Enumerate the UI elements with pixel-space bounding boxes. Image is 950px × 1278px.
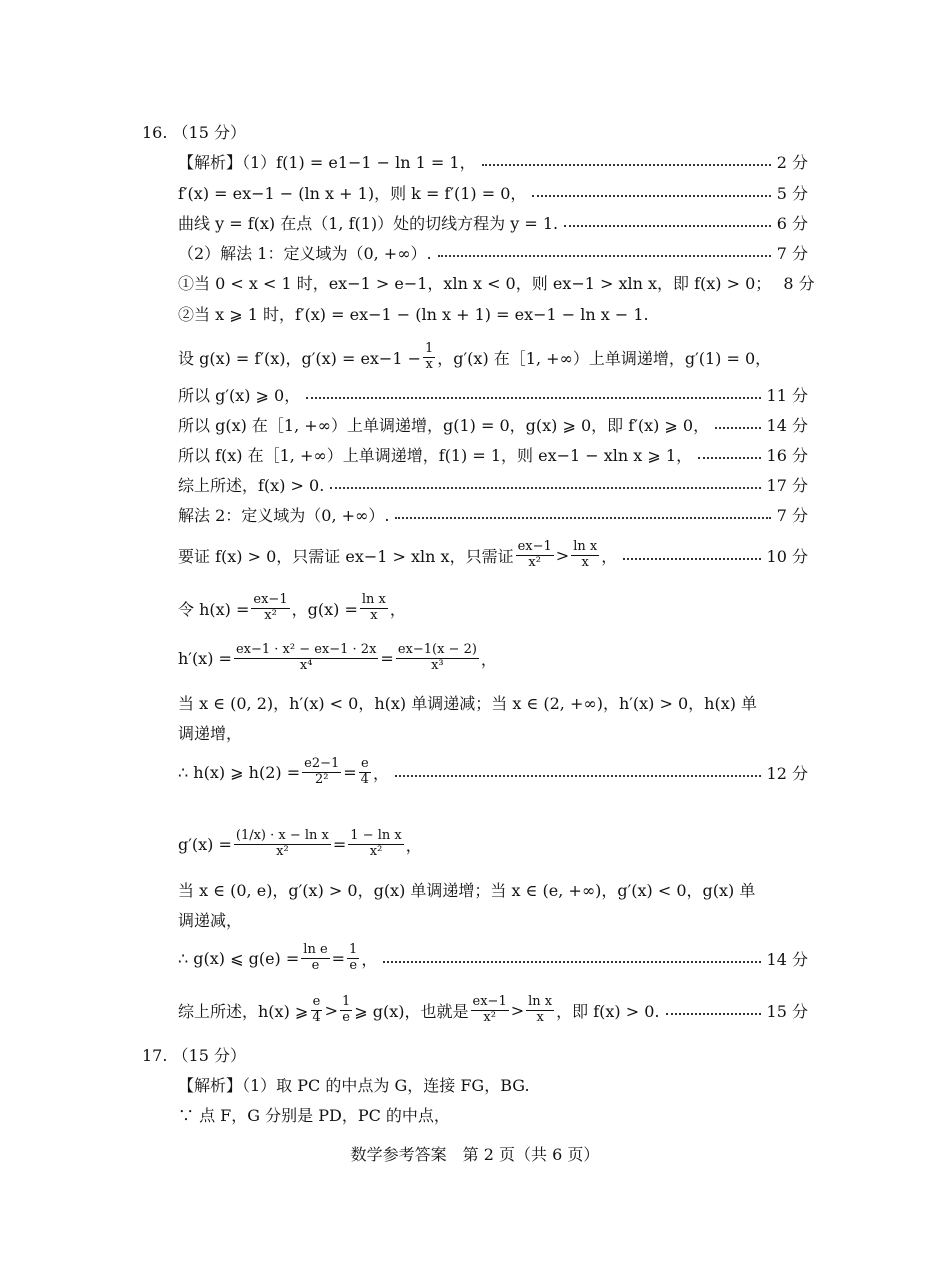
q16-line-19: g′(x) = $\frac{\text{(1/x) · x − ln x}}{\text{x²}}$ = $\frac{\text{1 − ln x}}{\text{x²}}$ ， [178,828,422,859]
score: 12 分 [766,763,808,783]
score: 14 分 [766,415,808,435]
dot-leader [532,195,770,197]
score: 6 分 [776,213,808,233]
q16-line-14: 令 h(x) = $\frac{ex-1}{\text{x²}}$ ，g(x) = $\frac{\text{ln x}}{x}$ ， [178,592,406,623]
q16-line-21: 调递减， [178,910,243,930]
fraction: $\frac{e}{4}$ [360,756,369,787]
score: 8 分 [783,273,815,293]
fraction: $\frac{ex-1}{\text{x²}}$ [517,539,552,570]
fraction: $\frac{\text{ln x}}{x}$ [361,592,386,623]
score: 10 分 [766,546,808,566]
q17-line-1: 【解析】（1）取 PC 的中点为 G，连接 FG，BG. [178,1075,530,1095]
page-footer: 数学参考答案 第 2 页（共 6 页） [350,1145,600,1164]
q17-line-2: ∵ 点 F，G 分别是 PD，PC 的中点， [178,1105,450,1125]
q16-line-12: 解法 2：定义域为（0, +∞）. 7 分 [178,501,808,527]
score: 17 分 [766,475,808,495]
dot-leader [438,255,771,257]
fraction: $\frac{e2-1}{\text{2²}}$ [304,756,340,787]
dot-leader [395,775,761,777]
fraction: $\frac{e}{4}$ [312,994,321,1025]
fraction: $\frac{1}{e}$ [349,942,358,973]
fraction: $\frac{\text{ln x}}{x}$ [573,539,598,570]
q16-line-13: 要证 f(x) > 0，只需证 ex−1 > xln x，只需证 $\frac{ex-1}{\text{x²}}$ > $\frac{\text{ln x}}{x}$ ， 10 分 [178,539,808,570]
q16-line-15: h′(x) = $\frac{\text{ex−1 · x² − ex−1 · 2x}}{\text{x⁴}}$ = $\frac{ex-1(x - 2)}{\text{x³}}$ ， [178,642,497,673]
fraction: $\frac{\text{1 − ln x}}{\text{x²}}$ [350,828,402,859]
dot-leader [698,457,760,459]
q16-line-2: f′(x) = ex−1 − (ln x + 1)，则 k = f′(1) = 0， 5 分 [178,179,808,205]
dot-leader [330,487,760,489]
dot-leader [306,397,760,399]
q16-line-18: ∴ h(x) ⩾ h(2) = $\frac{e2-1}{\text{2²}}$ = $\frac{e}{4}$ ， 12 分 [178,756,808,787]
fraction: $\frac{\text{ln x}}{x}$ [528,994,553,1025]
q16-line-9: 所以 g(x) 在［1, +∞）上单调递增，g(1) = 0，g(x) ⩾ 0，即 f′(x) ⩾ 0， 14 分 [178,411,808,437]
q16-line-1: 【解析】（1）f(1) = e1−1 − ln 1 = 1， 2 分 [178,148,808,174]
dot-leader [666,1013,761,1015]
q17-header: 17. （15 分） [142,1045,246,1065]
score: 14 分 [766,949,808,969]
score: 7 分 [776,505,808,525]
dot-leader [395,517,770,519]
fraction: $\frac{1}{e}$ [342,994,351,1025]
q16-line-7: 设 g(x) = f′(x)，g′(x) = ex−1 − $\frac{1}{x}$ ，g′(x) 在［1, +∞）上单调递增，g′(1) = 0， [178,341,772,372]
fraction: $\frac{ex-1}{\text{x²}}$ [472,994,507,1025]
fraction: $\frac{1}{x}$ [425,341,434,372]
dot-leader [564,225,771,227]
q16-line-20: 当 x ∈ (0, e)，g′(x) > 0，g(x) 单调递增；当 x ∈ (e, +∞)，g′(x) < 0，g(x) 单 [178,880,756,900]
q16-header: 16. （15 分） [142,122,246,142]
score: 16 分 [766,445,808,465]
q16-line-6: ②当 x ⩾ 1 时，f′(x) = ex−1 − (ln x + 1) = ex−1 − ln x − 1. [178,304,649,324]
score: 15 分 [766,1001,808,1021]
fraction: $\frac{ex-1}{\text{x²}}$ [253,592,288,623]
dot-leader [623,558,760,560]
q16-line-8: 所以 g′(x) ⩾ 0， 11 分 [178,381,808,407]
score: 5 分 [776,183,808,203]
fraction: $\frac{\text{(1/x) · x − ln x}}{\text{x²}}$ [235,828,329,859]
q16-line-5: ①当 0 < x < 1 时，ex−1 > e−1，xln x < 0，则 ex−1 > xln x，即 f(x) > 0； 8 分 [178,269,808,295]
score: 11 分 [766,385,808,405]
q16-line-10: 所以 f(x) 在［1, +∞）上单调递增，f(1) = 1，则 ex−1 − xln x ⩾ 1， 16 分 [178,441,808,467]
q16-line-22: ∴ g(x) ⩽ g(e) = $\frac{\text{ln e}}{e}$ = $\frac{1}{e}$ ， 14 分 [178,942,808,973]
fraction: $\frac{\text{ln e}}{e}$ [303,942,328,973]
dot-leader [383,961,760,963]
dot-leader [715,427,760,429]
q16-line-16: 当 x ∈ (0, 2)，h′(x) < 0，h(x) 单调递减；当 x ∈ (2, +∞)，h′(x) > 0，h(x) 单 [178,693,758,713]
dot-leader [482,164,771,166]
fraction: $\frac{\text{ex−1 · x² − ex−1 · 2x}}{\text{x⁴}}$ [235,642,377,673]
score: 7 分 [776,243,808,263]
q16-line-23: 综上所述，h(x) ⩾ $\frac{e}{4}$ > $\frac{1}{e}$ ⩾ g(x)，也就是 $\frac{ex-1}{\text{x²}}$ > $\frac{\text{ln x}}{x}$ ，即 f(x) > 0. 15 分 [178,994,808,1025]
q16-line-4: （2）解法 1：定义域为（0, +∞）. 7 分 [178,239,808,265]
q16-line-3: 曲线 y = f(x) 在点（1, f(1)）处的切线方程为 y = 1. 6 分 [178,209,808,235]
score: 2 分 [776,152,808,172]
q16-line-17: 调递增， [178,723,243,743]
q16-line-11: 综上所述，f(x) > 0. 17 分 [178,471,808,497]
fraction: $\frac{ex-1(x - 2)}{\text{x³}}$ [397,642,477,673]
